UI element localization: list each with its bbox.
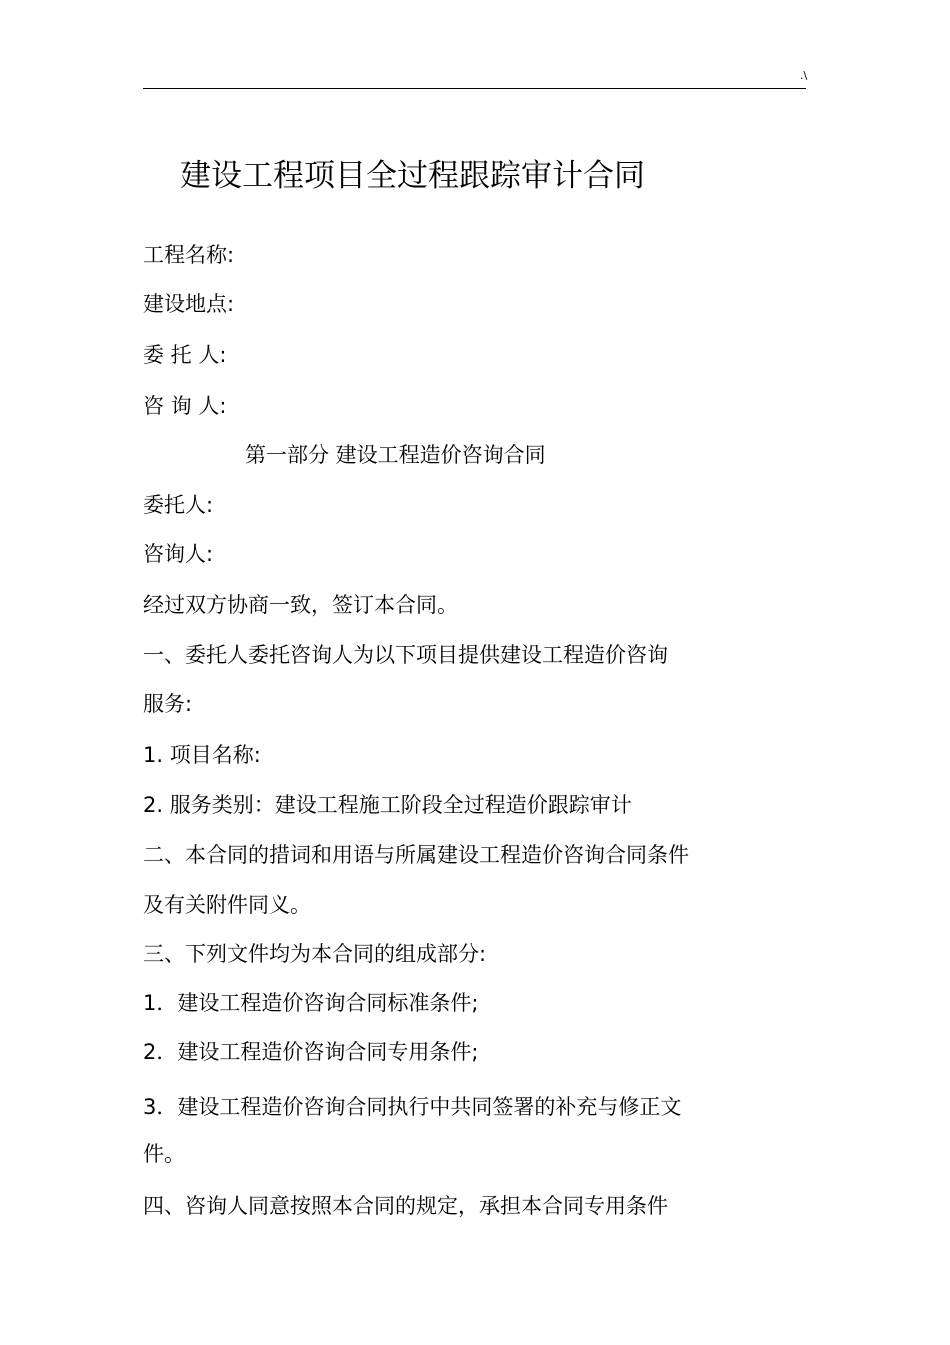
header-mark: .\: [800, 69, 808, 82]
document-title: 建设工程项目全过程跟踪审计合同: [180, 158, 645, 194]
intro-paragraph: 经过双方协商一致，签订本合同。: [143, 593, 458, 617]
part-one-client: 委托人:: [143, 493, 214, 517]
field-location: 建设地点:: [143, 292, 235, 316]
field-client: 委 托 人:: [143, 343, 227, 367]
clause-2-line-1: 二、本合同的措词和用语与所属建设工程造价咨询合同条件: [143, 843, 689, 867]
field-consultant: 咨 询 人:: [143, 394, 227, 418]
clause-3-item-1: 1．建设工程造价咨询合同标准条件;: [143, 991, 479, 1015]
clause-3-item-2: 2．建设工程造价咨询合同专用条件;: [143, 1040, 479, 1064]
clause-4-line-1: 四、咨询人同意按照本合同的规定，承担本合同专用条件: [143, 1194, 668, 1218]
clause-1-item-2: 2. 服务类别：建设工程施工阶段全过程造价跟踪审计: [143, 793, 632, 817]
clause-3-item-3-cont: 件。: [143, 1142, 185, 1166]
clause-1-line-1: 一、委托人委托咨询人为以下项目提供建设工程造价咨询: [143, 643, 668, 667]
clause-3-item-3: 3．建设工程造价咨询合同执行中共同签署的补充与修正文: [143, 1095, 682, 1119]
part-one-consultant: 咨询人:: [143, 542, 214, 566]
clause-3-line: 三、下列文件均为本合同的组成部分:: [143, 942, 487, 966]
header-rule: [143, 88, 806, 89]
clause-1-item-1: 1. 项目名称:: [143, 743, 261, 767]
clause-1-line-2: 服务:: [143, 692, 193, 716]
part-one-heading: 第一部分 建设工程造价咨询合同: [245, 443, 546, 467]
field-project-name: 工程名称:: [143, 243, 235, 267]
clause-2-line-2: 及有关附件同义。: [143, 893, 311, 917]
